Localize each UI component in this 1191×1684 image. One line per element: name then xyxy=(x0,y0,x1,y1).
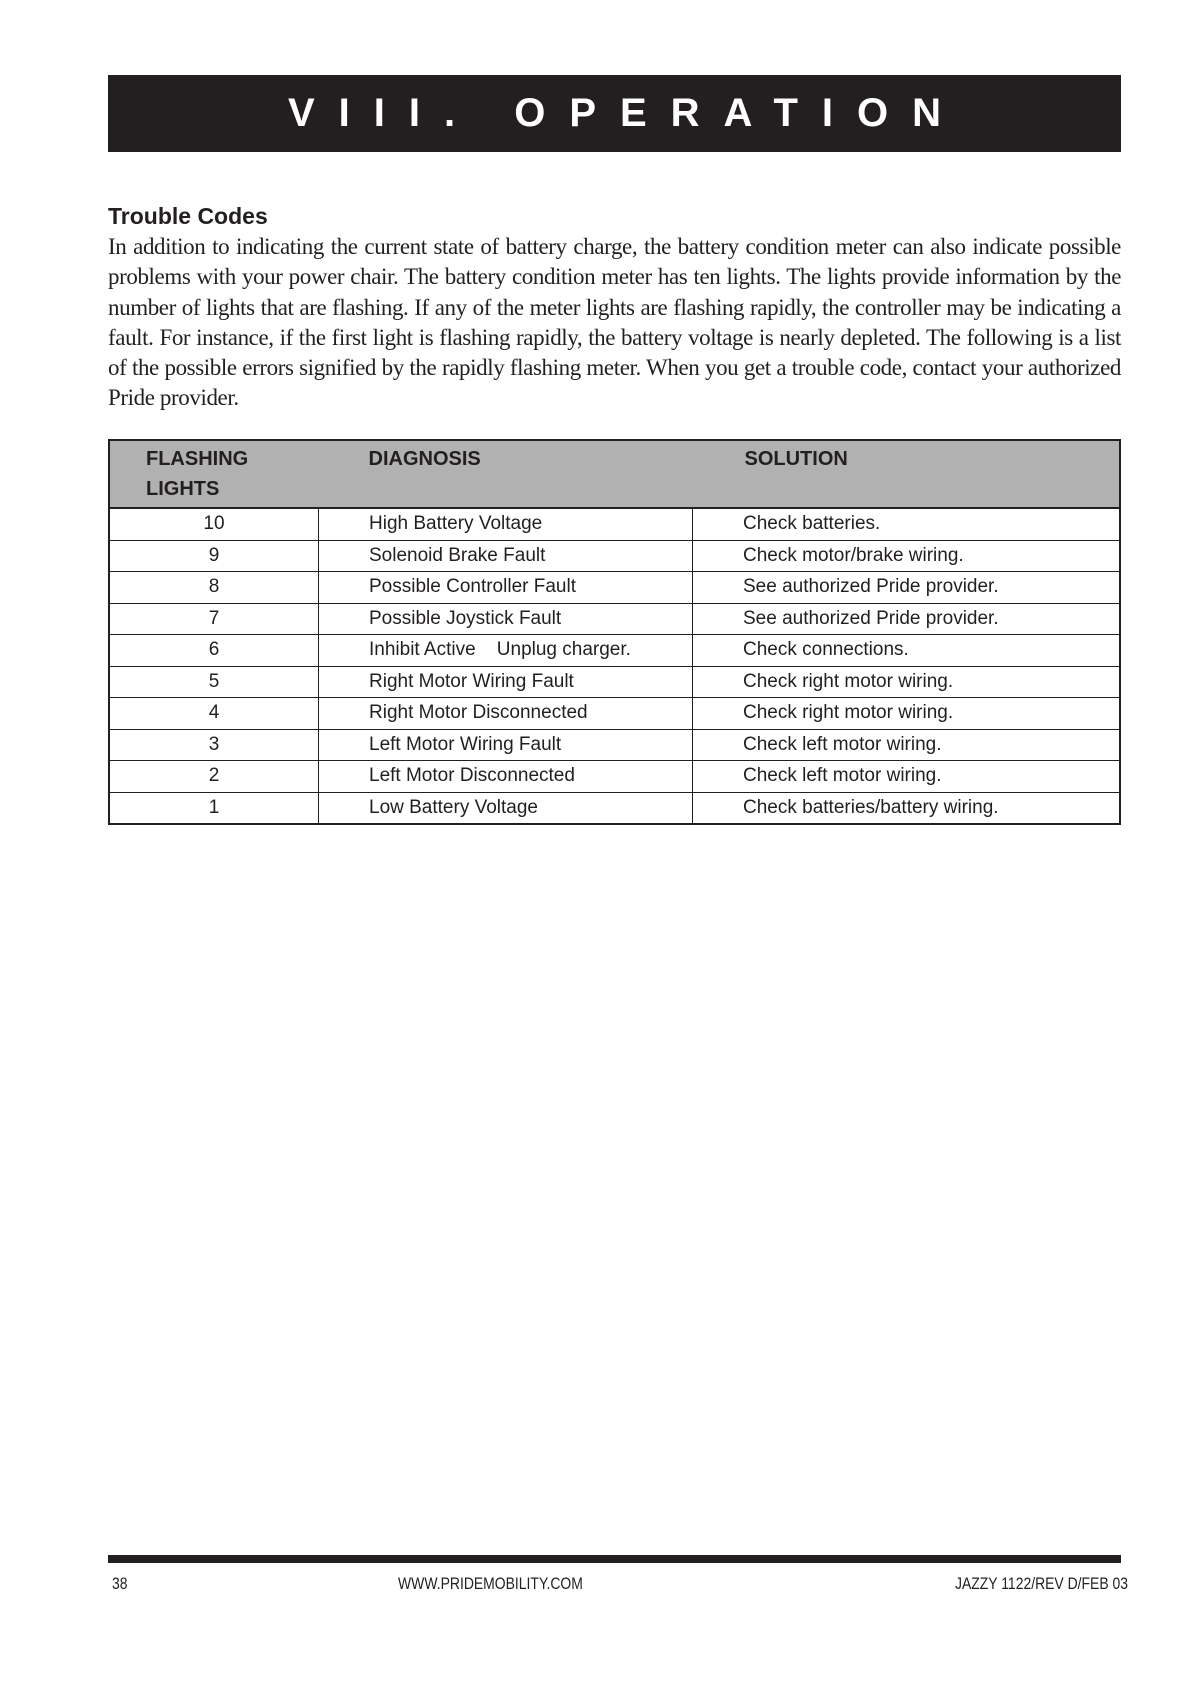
table-row xyxy=(109,761,1120,793)
table-row xyxy=(109,635,1120,667)
cell-lights: 10 xyxy=(109,508,319,540)
cell-diagnosis: Left Motor Wiring Fault xyxy=(319,729,693,761)
cell-solution: Check right motor wiring. xyxy=(693,698,1121,730)
cell-solution: Check right motor wiring. xyxy=(693,666,1121,698)
cell-solution: Check connections. xyxy=(693,635,1121,667)
header-diagnosis: DIAGNOSIS xyxy=(319,440,693,508)
cell-diagnosis: High Battery Voltage xyxy=(319,508,693,540)
table-header-row xyxy=(109,440,1120,508)
table-row xyxy=(109,572,1120,604)
table-row xyxy=(109,603,1120,635)
cell-lights: 9 xyxy=(109,540,319,572)
footer-url: WWW.PRIDEMOBILITY.COM xyxy=(398,1574,583,1593)
cell-lights: 3 xyxy=(109,729,319,761)
cell-solution: Check batteries. xyxy=(693,508,1121,540)
cell-lights: 6 xyxy=(109,635,319,667)
intro-paragraph: In addition to indicating the current state of battery charge, the battery condition meter can also indicate possible problems with your power chair. The battery condition meter has ten lights. The lights provide information by the number of lights that are flashing. If any of the meter lights are flashing rapidly, the controller may be indicating a fault. For instance, if the first light is flashing rapidly, the battery voltage is nearly depleted. The following is a list of the possible errors signified by the rapidly flashing meter. When you get a trouble code, contact your authorized Pride provider. xyxy=(108,234,1121,411)
cell-diagnosis: Inhibit Active Unplug charger. xyxy=(319,635,693,667)
cell-lights: 1 xyxy=(109,792,319,824)
cell-solution: Check batteries/battery wiring. xyxy=(693,792,1121,824)
cell-lights: 5 xyxy=(109,666,319,698)
footer-doc-id: JAZZY 1122/REV D/FEB 03 xyxy=(955,1574,1129,1593)
header-solution: SOLUTION xyxy=(693,440,1121,508)
header-flashing-lights xyxy=(109,440,319,508)
cell-diagnosis: Right Motor Disconnected xyxy=(319,698,693,730)
table-row xyxy=(109,698,1120,730)
cell-solution: See authorized Pride provider. xyxy=(693,603,1121,635)
table-row xyxy=(109,508,1120,540)
header-lights-line1: FLASHING xyxy=(146,448,249,470)
cell-diagnosis: Possible Joystick Fault xyxy=(319,603,693,635)
table-row xyxy=(109,792,1120,824)
page-number: 38 xyxy=(112,1574,128,1593)
section-banner: VIII. OPERATION xyxy=(108,75,1121,152)
footer-rule xyxy=(108,1555,1121,1563)
trouble-codes-table xyxy=(108,439,1121,825)
cell-solution: Check left motor wiring. xyxy=(693,761,1121,793)
cell-lights: 4 xyxy=(109,698,319,730)
cell-lights: 8 xyxy=(109,572,319,604)
cell-lights: 2 xyxy=(109,761,319,793)
cell-diagnosis: Possible Controller Fault xyxy=(319,572,693,604)
section-heading: Trouble Codes xyxy=(108,203,268,229)
header-lights-line2: LIGHTS xyxy=(146,478,220,500)
cell-lights: 7 xyxy=(109,603,319,635)
cell-diagnosis: Low Battery Voltage xyxy=(319,792,693,824)
cell-diagnosis: Right Motor Wiring Fault xyxy=(319,666,693,698)
table-row xyxy=(109,540,1120,572)
table-row xyxy=(109,666,1120,698)
cell-solution: Check left motor wiring. xyxy=(693,729,1121,761)
cell-solution: Check motor/brake wiring. xyxy=(693,540,1121,572)
table-row xyxy=(109,729,1120,761)
cell-solution: See authorized Pride provider. xyxy=(693,572,1121,604)
cell-diagnosis: Solenoid Brake Fault xyxy=(319,540,693,572)
cell-diagnosis: Left Motor Disconnected xyxy=(319,761,693,793)
